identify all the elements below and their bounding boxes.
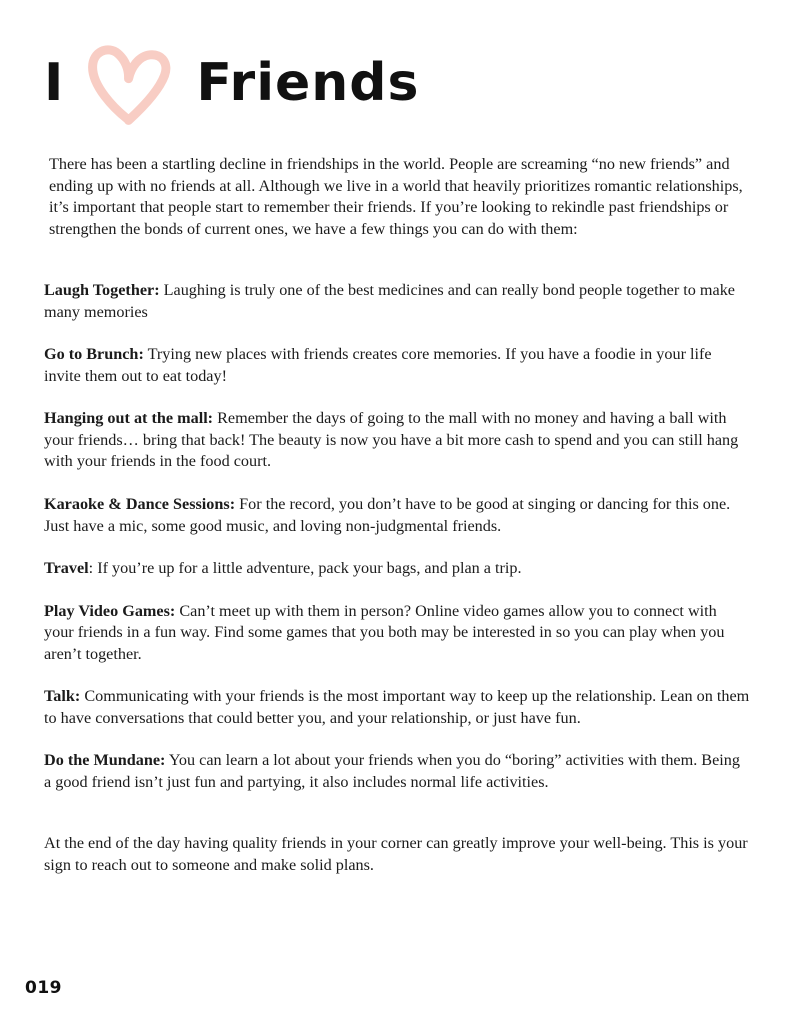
activity-label: Hanging out at the mall: bbox=[44, 409, 214, 428]
activity-text: Laughing is truly one of the best medicines and can really bond people together to make many memories bbox=[44, 281, 735, 321]
activity-label: Travel bbox=[44, 559, 89, 578]
activity-item-laugh-together bbox=[44, 280, 750, 323]
activity-item-do-the-mundane bbox=[44, 750, 750, 793]
activity-text: You can learn a lot about your friends when you do “boring” activities with them. Being a good friend isn’t just fun and partying, it also includes normal life activities. bbox=[44, 751, 740, 791]
activity-text: Communicating with your friends is the most important way to keep up the relationship. Lean on them to have conversations that could better you, and your relationship, or just have fun. bbox=[44, 687, 750, 727]
activity-item-talk bbox=[44, 686, 750, 729]
heart-icon-path bbox=[86, 47, 168, 125]
activity-item-travel bbox=[44, 558, 750, 580]
activity-text: Remember the days of going to the mall with no money and having a ball with your friends… bring that back! The beauty is now you have a bit more cash to spend and you can still hang with your friends in the food court. bbox=[44, 409, 739, 471]
activity-text: Trying new places with friends creates core memories. If you have a foodie in your life invite them out to eat today! bbox=[44, 345, 712, 385]
activity-text: Can’t meet up with them in person? Online video games allow you to connect with your friends in a fun way. Find some games that you both may be interested in so you can play when you aren’t together. bbox=[44, 601, 725, 663]
activity-item-go-to-brunch bbox=[44, 344, 750, 387]
activity-item-play-video-games bbox=[44, 601, 750, 666]
activity-item-hanging-out-at-the-mall bbox=[44, 408, 750, 473]
page-title bbox=[44, 38, 750, 128]
activity-label: Karaoke & Dance Sessions: bbox=[44, 495, 236, 514]
activity-item-karaoke-dance-sessions bbox=[44, 494, 750, 537]
activity-label: Play Video Games: bbox=[44, 601, 176, 620]
title-word-i: I bbox=[44, 53, 65, 113]
closing-paragraph: At the end of the day having quality friends in your corner can greatly improve your well-being. This is your sign to reach out to someone and make solid plans. bbox=[44, 834, 748, 875]
activity-text: For the record, you don’t have to be good at singing or dancing for this one. Just have a mic, some good music, and loving non-judgmental friends. bbox=[44, 495, 731, 535]
title-word-friends: Friends bbox=[196, 53, 420, 113]
activity-label: Talk: bbox=[44, 687, 81, 706]
intro-paragraph: There has been a startling decline in friendships in the world. People are screaming “no new friends” and ending up with no friends at all. Although we live in a world that heavily prioritizes romantic relationships, it’s important that people start to remember their friends. If you’re looking to rekindle past friendships or strengthen the bonds of current ones, we have a few things you can do with them: bbox=[49, 155, 743, 238]
heart-icon bbox=[80, 38, 180, 128]
activity-text: : If you’re up for a little adventure, pack your bags, and plan a trip. bbox=[88, 559, 522, 578]
activity-label: Go to Brunch: bbox=[44, 345, 144, 364]
activity-label: Laugh Together: bbox=[44, 281, 160, 300]
page-number: 019 bbox=[25, 978, 62, 998]
activity-label: Do the Mundane: bbox=[44, 751, 166, 770]
